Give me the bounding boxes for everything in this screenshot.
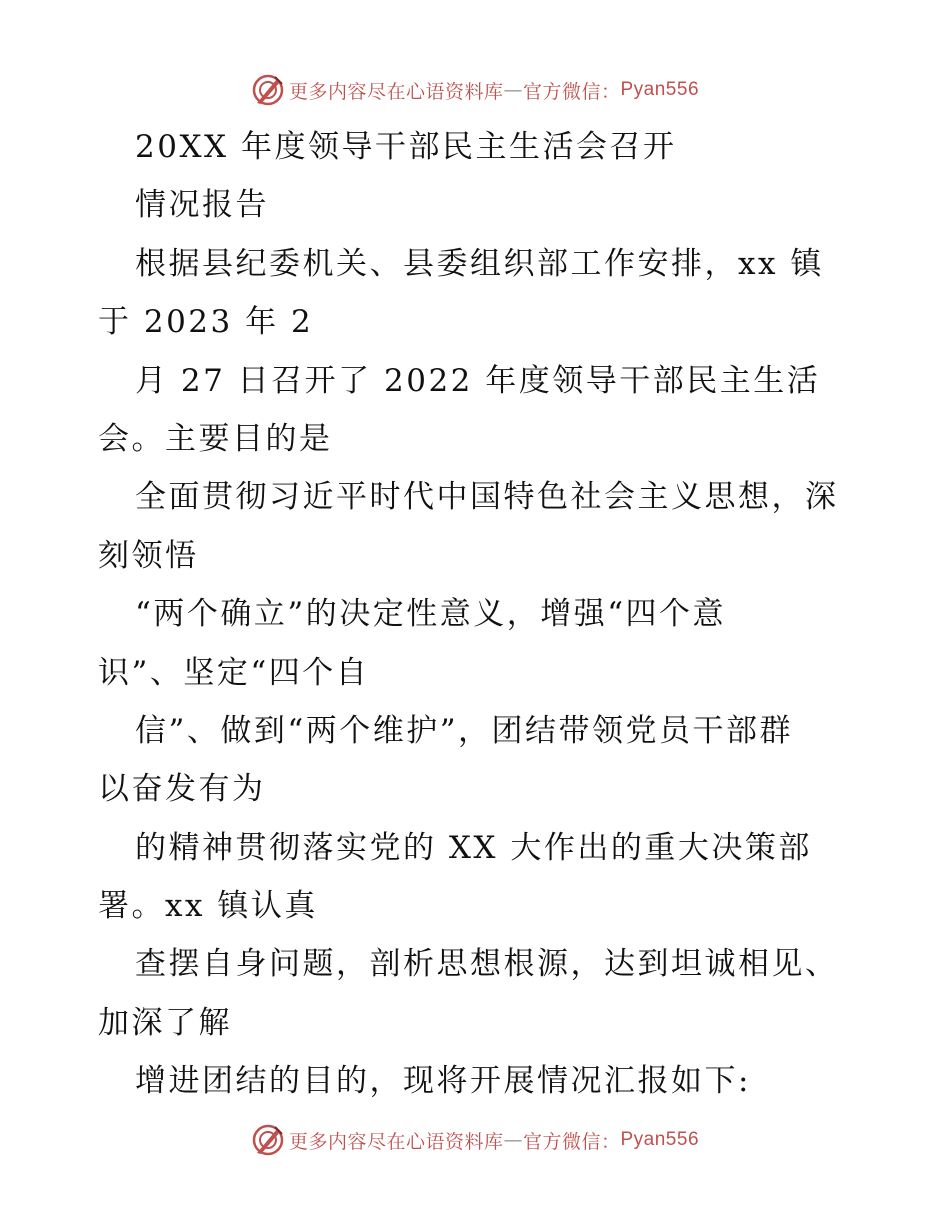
watermark-dash: — [503,79,523,101]
text-line: 根据县纪委机关、县委组织部工作安排，xx 镇 [135,245,824,282]
text-line: 月 27 日召开了 2022 年度领导干部民主生活 [135,362,821,399]
text-line: “两个确立”的决定性意义，增强“四个意 [135,596,727,633]
text-line: 以奋发有为 [98,771,266,808]
text-line: 全面贯彻习近平时代中国特色社会主义思想，深 [135,479,839,516]
text-line: 查摆自身问题，剖析思想根源，达到坦诚相见、 [135,946,839,983]
text-line: 20XX 年度领导干部民主生活会召开 [135,129,677,165]
text-line: 加深了解 [98,1004,232,1041]
watermark-wechat-id: Pyan556 [620,1129,700,1150]
watermark-dash: — [503,1129,523,1151]
footer-watermark [0,1120,950,1160]
document-body [98,118,858,1111]
watermark-sub-text: 官方微信： [522,80,621,103]
text-line: 会。主要目的是 [98,420,333,457]
text-line: 情况报告 [135,187,269,224]
watermark-sub-text: 官方微信： [522,1130,621,1153]
header-watermark [0,70,950,110]
text-line: 信”、做到“两个维护”，团结带领党员干部群 [135,712,794,749]
text-line: 的精神贯彻落实党的 XX 大作出的重大决策部 [135,829,812,866]
text-line: 刻领悟 [98,537,199,574]
text-line: 于 2023 年 2 [98,304,314,341]
quill-logo-icon [251,73,285,107]
watermark-wechat-id: Pyan556 [620,79,700,100]
text-line: 增进团结的目的，现将开展情况汇报如下: [135,1063,751,1100]
watermark-main-text: 更多内容尽在心语资料库 [288,1130,504,1153]
quill-logo-icon [251,1123,285,1157]
text-line: 署。xx 镇认真 [98,888,318,925]
text-line: 识”、坚定“四个自 [98,654,370,691]
watermark-main-text: 更多内容尽在心语资料库 [288,80,504,103]
